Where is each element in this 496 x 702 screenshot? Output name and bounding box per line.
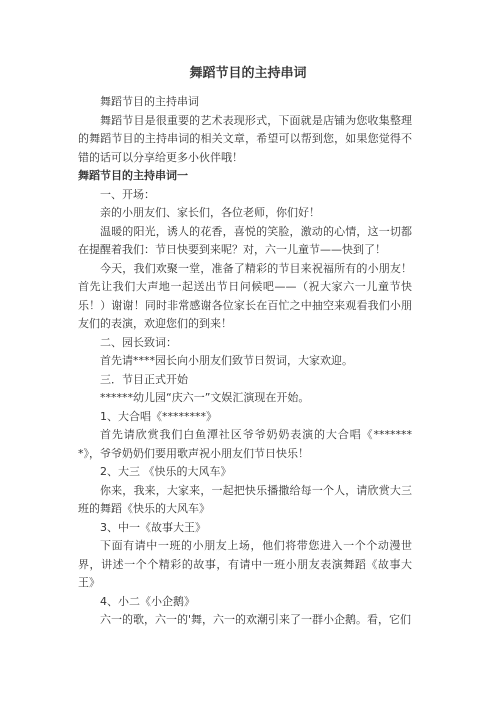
paragraph: 首先请****园长向小朋友们致节日贺词，大家欢迎。: [100, 354, 353, 367]
paragraph: 4、小二《小企鹅》: [100, 594, 195, 608]
paragraph: 你来，我来，大家来，一起把快乐播撒给每一个人，请欣赏大三班的舞蹈《快乐的大风车》: [78, 483, 412, 515]
paragraph: 亲的小朋友们、家长们，各位老师，你们好！: [100, 206, 320, 219]
document-title: 舞蹈节目的主持串词: [189, 66, 307, 81]
paragraph: 三．节目正式开始: [100, 372, 188, 386]
section-heading: 舞蹈节目的主持串词一: [78, 169, 188, 182]
paragraph: 二、园长致词：: [100, 335, 177, 349]
paragraph: 首先请欣赏我们白鱼潭社区爷爷奶奶表演的大合唱《********》，爷爷奶奶们要用歌声祝小朋友们节日快乐！: [78, 428, 412, 460]
paragraph: 3、中一《故事大王》: [100, 520, 206, 534]
paragraph: 今天，我们欢聚一堂，准备了精彩的节目来祝福所有的小朋友！首先让我们大声地一起送出节日问候吧——（祝大家六一儿童节快乐！）谢谢！同时非常感谢各位家长在百忙之中抽空来观看我们小朋友们的表演，欢迎您们的到来！: [78, 261, 412, 330]
paragraph: 下面有请中一班的小朋友上场，他们将带您进入一个个动漫世界，讲述一个个精彩的故事，有请中一班小朋友表演舞蹈《故事大王》: [78, 539, 412, 589]
document-body: [78, 93, 412, 630]
paragraph: 一、开场：: [100, 187, 155, 201]
paragraph: 舞蹈节目的主持串词: [100, 95, 199, 108]
paragraph: 1、大合唱《********》: [100, 409, 217, 423]
paragraph: 2、大三 《快乐的大风车》: [100, 465, 232, 478]
paragraph: ******幼儿园“庆六一”文娱汇演现在开始。: [100, 391, 310, 404]
paragraph: 舞蹈节目是很重要的艺术表现形式，下面就是店铺为您收集整理的舞蹈节目的主持串词的相关文章，希望可以帮到您，如果您觉得不错的话可以分享给更多小伙伴哦！: [78, 113, 412, 164]
paragraph: 温暖的阳光，诱人的花香，喜悦的笑脸，激动的心情，这一切都在提醒着我们：节日快要到来呢？对，六一儿童节——快到了！: [78, 224, 412, 256]
paragraph: 六一的歌，六一的'舞，六一的欢潮引来了一群小企鹅。看，它们: [100, 613, 412, 626]
